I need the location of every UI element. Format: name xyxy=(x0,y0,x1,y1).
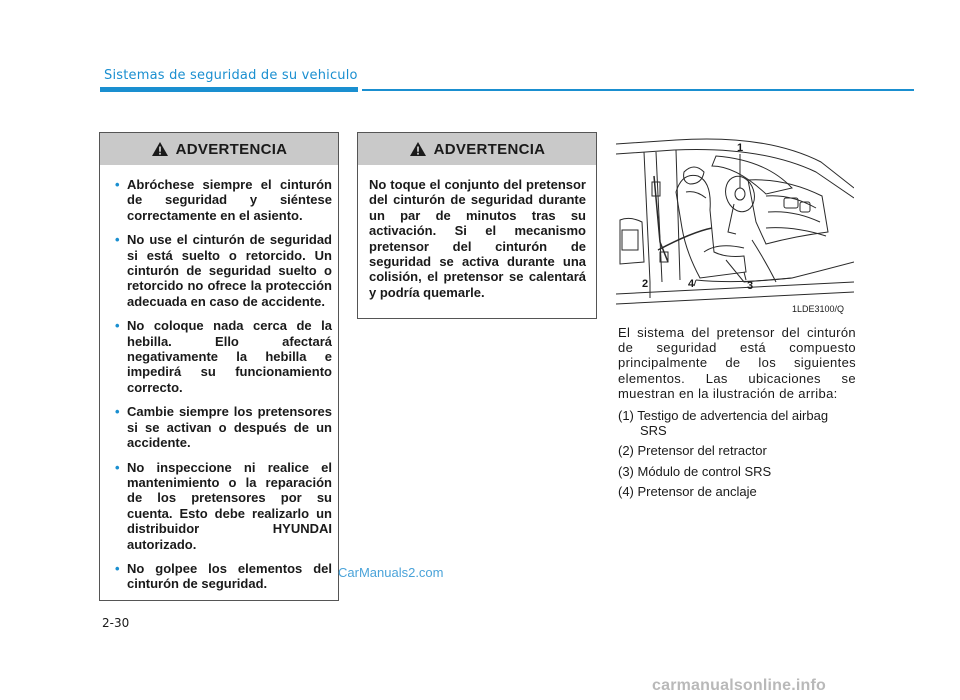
warning-item: • Abróchese siempre el cinturón de seguridad y siéntese correctamente en el asiento. xyxy=(115,177,332,223)
watermark: CarManuals2.com xyxy=(338,565,444,580)
warning-box-right xyxy=(357,132,597,319)
list-item: (1) Testigo de advertencia del airbag SRS xyxy=(618,408,829,439)
section-header: Sistemas de seguridad de su vehiculo xyxy=(104,68,358,83)
warning-title: ADVERTENCIA xyxy=(175,140,288,158)
footer-watermark: carmanualsonline.info xyxy=(652,677,827,694)
callout-3: 3 xyxy=(747,280,754,292)
list-item: (4) Pretensor de anclaje xyxy=(618,483,757,499)
bullet-icon: • xyxy=(115,232,120,248)
warning-triangle-icon xyxy=(151,141,169,157)
warning-triangle-icon xyxy=(409,141,427,157)
warning-box-left xyxy=(99,132,339,601)
bullet-icon: • xyxy=(115,318,120,334)
warning-item: • No golpee los elementos del cinturón de seguridad. xyxy=(115,560,332,592)
intro-paragraph: El sistema del pretensor del cinturón de seguridad está compuesto principalmente de los siguientes elementos. Las ubicaciones se muestran en la ilustración de arriba: xyxy=(618,325,856,401)
bullet-icon: • xyxy=(115,560,120,576)
car-interior-illustration xyxy=(616,132,854,320)
figure-code: 1LDE3100/Q xyxy=(792,304,845,314)
body-text xyxy=(618,325,856,504)
warning-list xyxy=(100,165,338,592)
callout-4: 4 xyxy=(688,278,695,290)
warning-item: • Cambie siempre los pretensores si se activan o después de un accidente. xyxy=(115,404,332,451)
warning-item: • No use el cinturón de seguridad si está suelto o retorcido. Un cinturón de seguridad suelto o retorcido no ofrece la protección adecuada en caso de accidente. xyxy=(115,232,332,309)
callout-1: 1 xyxy=(737,142,744,154)
header-rule-thin xyxy=(362,89,914,91)
bullet-icon: • xyxy=(115,459,120,475)
list-item: (2) Pretensor del retractor xyxy=(618,443,767,459)
page-number: 2-30 xyxy=(102,616,130,630)
list-item: (3) Módulo de control SRS xyxy=(618,463,772,479)
warning-header xyxy=(100,133,338,165)
warning-title: ADVERTENCIA xyxy=(433,140,546,158)
callout-2: 2 xyxy=(642,278,649,290)
header-rule-thick xyxy=(100,87,358,92)
warning-item: • No inspeccione ni realice el mantenimiento o la reparación de los pretensores por su cuenta. Esto debe realizarlo un distribuidor HYUNDAI autorizado. xyxy=(115,459,332,552)
bullet-icon: • xyxy=(115,404,120,420)
car-interior-drawing xyxy=(616,132,854,320)
warning-item: • No coloque nada cerca de la hebilla. Ello afectará negativamente la hebilla e impedirá su funcionamiento correcto. xyxy=(115,318,332,395)
bullet-icon: • xyxy=(115,177,120,192)
warning-header xyxy=(358,133,596,165)
warning-text: No toque el conjunto del pretensor del cinturón de seguridad durante un par de minutos tras su activación. Si el mecanismo pretensor del cinturón de seguridad se activa durante una colisión, el pretensor se calentará y podría quemarle. xyxy=(369,177,586,300)
